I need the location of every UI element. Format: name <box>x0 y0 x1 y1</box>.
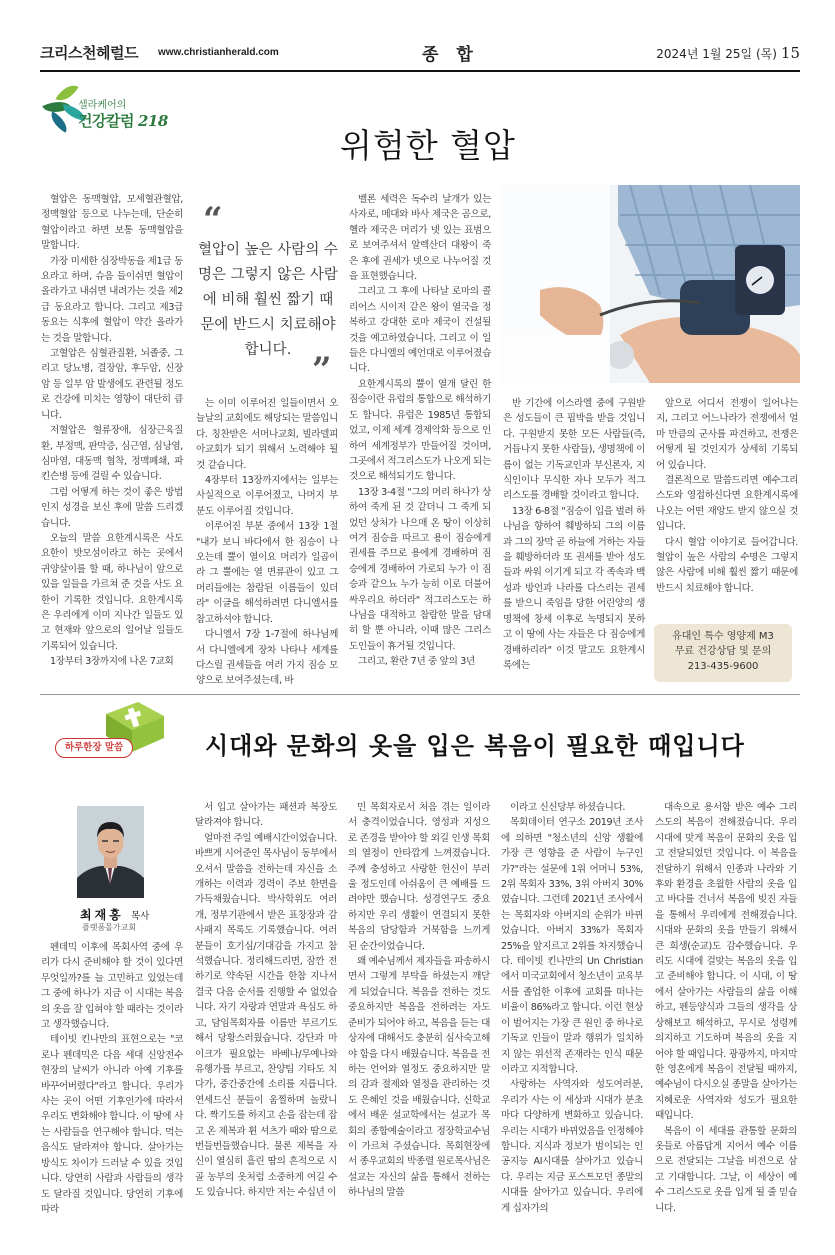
article2-column-5 <box>655 800 797 1216</box>
article2-headline: 시대와 문화의 옷을 입은 복음이 필요한 때입니다 <box>205 732 745 760</box>
paragraph: 오늘의 말씀 요한계시록은 사도 요한이 밧모섬이라고 하는 곳에서 귀양살이를 할 때, 하나님이 앞으로 있을 일들을 가르쳐 준 것을 사도 요한이 기록한 것입니다. 요한계시록은 우리에게 이미 지나간 일들도 있고 현재와 앞으로의 일어날 일들도 기록되어 있습니다. <box>41 532 183 652</box>
paragraph: 그럼 어떻게 하는 것이 좋은 방법인지 성경을 보신 후에 말씀 드리겠습니다. <box>41 486 183 529</box>
paragraph: 왜 예수님께서 제자들을 파송하시면서 그렇게 부탁을 하셨는지 깨닫게 되었습니다. 복음을 전하는 것도 중요하지만 복음을 전하려는 자도 준비가 되어야 하고, 복음을 듣는 대상자에 대해서도 충분히 심사숙고해야 함을 다시 배웠습니다. 복음을 전하는 언어와 열정도 중요하지만 말의 감과 절제와 열정을 관리하는 것도 은혜인 것을 배웠습니다. 신학교에서 배운 설교학에서는 설교가 목회의 종합예술이라고 정장학교수님이 가르쳐 주셨습니다. 목회현장에서 종우교회의 박종렬 원로목사님은 설교는 자신의 삶을 통해서 전하는 하나님의 말씀 <box>348 956 490 1199</box>
info-line: 무료 건강상담 및 문의 <box>674 646 772 657</box>
paragraph: 1장부터 3장까지에 나온 7교회 <box>50 656 174 668</box>
paragraph: 복음이 이 세대를 관통할 문화의 옷들로 아름답게 지어서 예수 이름으로 전달되는 그날을 비전으로 삼고 기대합니다. 그날, 이 세상이 예수 그리스도로 옷을 입게 될 줄 믿습니다. <box>655 1125 797 1214</box>
paragraph: 고혈압은 심혈관질환, 뇌졸중, 그리고 당뇨병, 결장암, 후두암, 신장암 등 일부 암 발생에도 관련될 정도로 건강에 미치는 영향이 대단히 큽니다. <box>41 348 183 421</box>
article1-column-4 <box>503 396 645 673</box>
masthead <box>40 40 800 68</box>
masthead-rule <box>40 70 800 72</box>
newspaper-brand[interactable]: 크리스천헤럴드 <box>40 44 138 62</box>
paragraph: 서 입고 살아가는 패션과 복장도 달라져야 합니다. <box>195 802 337 829</box>
paragraph: 벨론 세력은 독수리 날개가 있는 사자로, 메대와 바사 제국은 곰으로, 헬라 제국은 머리가 넷 있는 표범으로 보여주셔서 알렉산더 대왕이 죽은 후에 권세가 넷으로 나누어질 것을 표현했습니다. <box>349 194 491 283</box>
paragraph: 다시 혈압 이야기로 들어갑니다. 혈압이 높은 사람의 수명은 그렇지 않은 사람에 비해 훨씬 짧기 때문에 반드시 치료해야 합니다. <box>656 536 798 594</box>
author-photo <box>77 806 144 898</box>
paragraph: 목회데이터 연구소 2019년 조사에 의하면 "청소년의 신앙 생활에 가장 큰 영향을 준 사람이 누구인가?"라는 설문에 1위 어머니 53%, 2위 목회자 33%, 3위 아버지 30%였습니다. 그런데 2021년 조사에서는 목회자와 아버지의 순위가 바뀌었습니다. 아버지 33%가 목회자 25%을 앞지르고 2위를 차지했습니다. 테이빗 킨나만의 Un Christian에서 미국교회에서 청소년이 교육부서를 졸업한 이후에 교회를 떠나는 비율이 86%라고 합니다. 이런 현상이 벌어지는 가장 큰 원인 중 하나로 기독교 인들이 말과 행위가 일치하지 않는 위선적 존재라는 인식 때문이라고 지적합니다. <box>501 817 643 1075</box>
paragraph: 사랑하는 사역자와 성도여러분, 우리가 사는 이 세상과 시대가 분초마다 다양하게 변화하고 있습니다. 우리는 시대가 바뀌었음을 인정해야 합니다. 지식과 정보가 범이되는 인공지능 AI시대를 살아가고 있습니다. 우리는 지금 포스트모던 종말의 시대를 살아가고 있습니다. 우리에게 십자가의 <box>501 1079 643 1214</box>
paragraph: 가장 미세한 심장박동을 제1급 동요라고 하며, 슈음 들이쉬면 혈압이 올라가고 내쉬면 내려가는 것을 제2급 동요라고 합니다. 그리고 제3급 동요는 식후에 혈압이 약간 올라가는 것을 말합니다. <box>41 255 183 344</box>
author-name-text: 최재홍 <box>80 908 124 922</box>
health-column-logo <box>42 80 172 136</box>
blood-pressure-photo <box>500 185 800 383</box>
column-logo-title <box>78 110 168 131</box>
paragraph: 다니엘서 7장 1-7절에 하나님께서 다니엘에게 장차 나타나 세계를 다스릴 권세들을 여러 가지 짐승 모양으로 보여주셨는데, 바 <box>196 629 338 687</box>
newspaper-url[interactable]: www.christianherald.com <box>158 47 279 58</box>
article2-column-3 <box>348 800 490 1201</box>
author-name <box>80 906 149 923</box>
paragraph: 는 이미 이루어진 일들이면서 오늘날의 교회에도 해당되는 말씀입니다. 칭찬받은 서머나교회, 빌라델피아교회가 되기 위해서 노력해야 될 것 같습니다. <box>196 398 338 471</box>
paragraph: 펜데믹 이후에 목회사역 중에 우리가 다시 준비해야 할 것이 있다면 무엇일까?를 늘 고민하고 있었는데 그 중에 하나가 지금 이 시대는 복음의 옷을 잘 입혀야 할 때라는 것이라고 생각했습니다. <box>41 942 183 1031</box>
article1-column-1 <box>41 192 183 670</box>
paragraph: 혈압은 동맥혈압, 모세혈관혈압, 정맥혈압 등으로 나누는데, 단순히 혈압이라고 하면 보통 동맥혈압을 말합니다. <box>41 194 183 252</box>
paragraph: 앞으로 어디서 전쟁이 일어나는지, 그리고 어느나라가 전쟁에서 얼마 만큼의 군사를 파견하고, 전쟁은 어떻게 될 것인지가 상세히 기록되어 있습니다. <box>656 398 798 471</box>
paragraph: 테이빗 킨나만의 표현으로는 "코로나 펜데믹은 다음 세대 신앙전수 현장의 날씨가 아니라 아예 기후를 바꾸어버렸다"라고 합니다. 우리가 사는 곳이 어떤 기후인가에 따라서 우리도 변화해야 합니다. 이 땅에 사는 사람들을 연구해야 합니다. 먹는 음식도 달라져야 합니다. 살아가는 방식도 차이가 드러날 수 있을 것입니다. 당연히 사람과 사람들의 생각도 달라질 것입니다. 당연히 기후에 따라 <box>41 1034 183 1215</box>
blood-pressure-illustration <box>500 185 800 383</box>
article1-column-5 <box>656 396 798 596</box>
author-title: 목사 <box>130 911 150 922</box>
article2-column-1 <box>41 940 183 1217</box>
phone-number[interactable]: 213-435-9600 <box>687 661 759 672</box>
article1-column-3 <box>349 192 491 670</box>
paragraph: 반 기간에 이스라엘 중에 구원받은 성도들이 큰 핍박을 받을 것입니다. 구원받지 못한 모든 사람들(즉, 거듭나지 못한 사람들), 생명책에 이름이 없는 기독교인과 부신론자, 지식인이나 무식한 자나 모두가 적그리스도를 경배할 것이라고 합니다. <box>503 398 645 502</box>
article2-column-2 <box>195 800 337 1201</box>
column-logo-subtitle: 셀라케어의 <box>78 100 127 111</box>
paragraph: 얼마전 주일 예배시간이었습니다. 바쁘게 시어준인 목사님이 동부에서 오셔서 말씀을 전하는데 자신을 소개하는 이력과 경력이 주보 한면을 가득채웠습니다. 박사학위도 여러개, 정부기관에서 받은 표창장과 감사패지 목록도 기록했습니다. 여러분들이 호기심/기대감을 가지고 참석했습니다. 정리해드리면, 잠깐 전하기로 약속된 시간을 한참 지나서 결국 다음 순서를 진행할 수 없었습니다. 자기 자랑과 연말과 욕심도 하고, 담임목회자를 이름만 부르기도 해서 당황스러웠습니다. 강단과 마이크가 필요없는 바베나/무예나와 유행가를 부르고, 찬양팀 기타도 치다가, 중간중간에 소리를 지릅니다. 연세드신 분들이 움찔하며 놀랐니다. 짝기도를 하지고 손을 잡는데 잡고 온 제복과 휜 셔츠가 때와 땀으로 번들번들했습니다. 물론 제복을 자신이 열심히 흘린 땀의 흔적으로 시골 농부의 옷처럼 소중하게 여길 수도 있습니다. 하지만 저는 수십년 이 <box>195 832 337 1199</box>
author-portrait <box>77 806 144 898</box>
paragraph: 대속으로 용서함 받은 예수 그리스도의 복음이 전해졌습니다. 우리 시대에 맞게 복음이 문화의 옷을 입고 전달되었던 것입니다. 이 복음을 전달하기 위해서 인종과 나라와 기후와 환경을 초월한 사람의 옷을 입고 바다를 건너서 복음에 빚진 자들을 통해서 우리에게 전해졌습니다. 시대와 문화의 옷을 만들기 위해서 큰 희생(순교)도 감수했습니다. 우리도 시대에 걸맞는 복음의 옷을 입고 준비해야 합니다. 이 시대, 이 땅에서 살아가는 사람들의 삶을 이해하고, 펜등양식과 그들의 생각을 상상해보고 해석하고, 무시로 성령께 의지하고 기도하며 복음의 옷을 지어야 할 때입니다. 광광까지, 마지막 한 영혼에게 복음이 전달될 때까지, 예수님이 다시오실 종말을 살아가는 지혜로운 사역자와 성도가 필요한 때입니다. <box>655 802 797 1122</box>
paragraph: 이라고 신신당부 하셨습니다. <box>510 802 626 813</box>
paragraph: 그리고, 환란 7년 중 앞의 3년 <box>358 656 475 668</box>
paragraph: 4장부터 13장까지에서는 일부는 사실적으로 이루어졌고, 나머지 부분도 이루어질 것입니다. <box>196 475 338 517</box>
paragraph: 이루어진 부분 중에서 13장 1절 "내가 보니 바다에서 한 짐승이 나오는데 뿔이 열이요 머리가 일곱이라 그 뿔에는 열 면류관이 있고 그 머리들에는 참람된 이름들이 있더라" 이글을 해석하려면 다니엘서를 참고하셔야 합니다. <box>196 521 338 625</box>
pull-quote: 혈압이 높은 사람의 수명은 그렇지 않은 사람에 비해 훨씬 짧기 때문에 반드시 치료해야 합니다. <box>198 242 338 358</box>
paragraph: 그리고 그 후에 나타날 로마의 콜리어스 시이저 같은 왕이 열국을 정복하고 강대한 로마 제국이 건설될 것을 예고하였습니다. 그리고 이 일들은 다니엘의 예언대로 이루어졌습니다. <box>349 286 491 375</box>
column-title-text: 건강칼럼 <box>78 112 134 130</box>
paragraph: 13장 6-8절 "짐승이 입을 벌려 하나님을 향하여 훼방하되 그의 이름과 그의 장막 곧 하늘에 거하는 자들을 훼방하더라 또 권세를 받아 성도들과 싸워 이기게 되고 각 족속과 백성과 방언과 나라를 다스리는 권세를 받으니 죽임을 당한 어린양의 생명책에 창세 이후로 녹명되지 못하고 이 땅에 사는 자들은 다 짐승에게 경배하리라" 이것 말고도 요한계시록에는 <box>503 505 645 671</box>
health-consult-info-box <box>654 624 792 682</box>
paragraph: 요한계시록의 뿔이 열개 달린 한 짐승이란 유럽의 통합으로 해석하기도 합니다. 유럽은 1985년 통합되었고, 이제 세계 경제악화 등으로 인하여 세계정부가 만들어질 것이며, 그곳에서 적그리스도가 나오게 되는 것으로 해석되기도 합니다. <box>349 378 491 483</box>
paragraph: 13장 3-4절 "그의 머리 하나가 상하여 죽게 된 것 같더니 그 죽게 되었던 상처가 나으매 온 땅이 이상히 여겨 짐승을 따르고 용이 짐승에게 권세를 주므로 용에게 경배하며 짐승에게 경배하여 가로되 누가 이 짐승과 같으뇨 누가 능히 이로 더불어 싸우리요 하더라" 적그리스도는 하나님을 대적하고 참람한 말을 담대히 할 뿐 아니라, 이때 많은 그리스도인들이 휴거될 것입니다. <box>349 486 491 652</box>
date-text: 2024년 1월 25일 (목) <box>656 47 777 61</box>
issue-date <box>656 44 800 62</box>
open-quote-icon: “ <box>203 200 223 240</box>
column-number: 218 <box>137 112 168 130</box>
daily-word-tag: 하루한장 말씀 <box>55 738 133 758</box>
article2-column-4 <box>501 800 643 1216</box>
paragraph: 민 목회자로서 처음 겪는 일이라서 충격이었습니다. 영성과 지성으로 존경을 받아야 할 외길 인생 목회의 열정이 안타깝게 느껴졌습니다. 주께 충성하고 사랑한 헌신이 부러울 정도인데 아쉬움이 큰 예배를 드려야만 했습니다. 성경연구도 중요하지만 우리 생활이 연결되지 못한 복음의 담당함과 거북함을 느끼게 된 순간이었습니다. <box>348 802 490 952</box>
close-quote-icon: ” <box>312 350 332 390</box>
info-line: 유대인 특수 영양제 M3 <box>672 631 774 642</box>
page-number: 15 <box>780 44 800 62</box>
section-divider <box>40 694 800 695</box>
paragraph: 저혈압은 혈류장애, 심장근육질환, 부정맥, 판막증, 심근염, 심낭염, 심마염, 대동맥 협착, 정맥폐쇄, 파킨슨병 등에 걸릴 수 있습니다. <box>41 425 183 483</box>
section-title: 종 합 <box>422 45 479 65</box>
article1-headline: 위험한 혈압 <box>340 126 516 165</box>
paragraph: 결론적으로 말씀드리면 예수그리스도와 영접하신다면 요한계시록에 나오는 어떤 재앙도 받지 않으실 것입니다. <box>656 475 798 533</box>
article1-column-2 <box>196 396 338 689</box>
author-organization: 플랫폼몰가교회 <box>82 923 137 932</box>
